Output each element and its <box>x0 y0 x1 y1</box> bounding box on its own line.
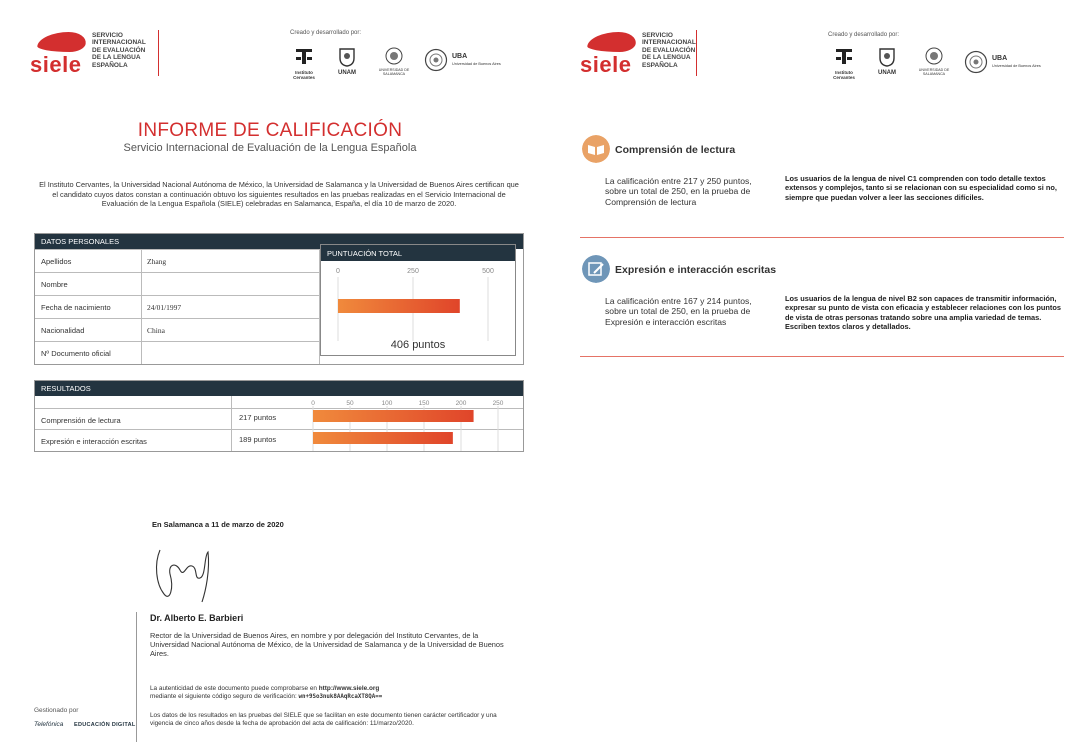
level-title: Expresión e interacción escritas <box>615 264 777 276</box>
uba-seal-icon <box>424 48 448 72</box>
total-score-bar <box>338 299 460 313</box>
created-by-label: Creado y desarrollado por: <box>290 30 362 36</box>
report-intro: El Instituto Cervantes, la Universidad Nacional Autónoma de México, la Universidad de Salamanca y la Universidad de Buenos Aires certifican que el candidato cuyos datos constan a continuación obtuvo los siguientes resultados en las pruebas realizadas en el Servicio Internacional de Evaluación de la Lengua Española (SIELE) celebradas en Salamanca, España, el día 10 de marzo de 2020. <box>39 180 519 209</box>
siele-swoosh-icon <box>36 32 88 52</box>
signature-divider <box>136 612 137 742</box>
salamanca-seal-icon <box>384 46 404 66</box>
unam-crest-icon <box>876 46 898 68</box>
levels-page <box>550 0 1080 753</box>
cervantes-logo-icon <box>833 46 855 68</box>
validity-note: Los datos de los resultados en las pruebas del SIELE que se facilitan en este documento tienen carácter certificador y una vigencia de cinco años desde la fecha de aprobación del acta de calificación: 11/marzo/2020. <box>150 712 497 727</box>
unam-crest-icon <box>336 46 358 68</box>
level-section-reading <box>580 135 1064 240</box>
tick-label: 100 <box>381 400 393 407</box>
total-score-header: PUNTUACIÓN TOTAL <box>321 245 515 261</box>
authenticity-note: La autenticidad de este documento puede comprobarse en http://www.siele.org mediante el siguiente código seguro de verificación: wn+9So3nuk8AAqRcaXT8QA== <box>150 685 383 700</box>
managed-by-label: Gestionado por <box>34 707 79 714</box>
telefonica-logo: Telefónica <box>34 721 64 728</box>
report-title: INFORME DE CALIFICACIÓN <box>137 120 403 141</box>
partner-unam: UNAM <box>332 46 362 76</box>
total-score-chart <box>321 261 515 351</box>
tick-label: 200 <box>455 400 467 407</box>
uba-seal-icon <box>964 50 988 74</box>
siele-logo <box>580 28 646 82</box>
writing-icon-bg <box>582 255 610 283</box>
level-description: Los usuarios de la lengua de nivel B2 son capaces de transmitir información, expresar su punto de vista con eficacia y establecer relaciones con los puntos de vista de otras personas tratando sobre una amplia variedad de temas. Escriben textos claros y detallados. <box>785 294 1062 332</box>
reading-icon <box>582 135 610 163</box>
partner-cervantes: Instituto Cervantes <box>827 46 861 80</box>
tick-label: 250 <box>492 400 504 407</box>
table-row: Nº Documento oficial <box>35 341 319 365</box>
siele-wordmark: siele <box>580 52 632 77</box>
writing-icon <box>582 255 610 283</box>
section-divider <box>580 356 1064 357</box>
partner-salamanca: UNIVERSIDAD DE SALAMANCA <box>372 46 416 76</box>
results-header: RESULTADOS <box>35 381 523 396</box>
siele-logo <box>30 28 96 82</box>
table-row: Fecha de nacimiento 24/01/1997 <box>35 295 319 319</box>
tick-label: 50 <box>346 400 354 407</box>
partner-cervantes: Instituto Cervantes <box>287 46 321 80</box>
result-bar <box>313 432 453 444</box>
results-table <box>34 380 524 452</box>
table-row: Apellidos Zhang <box>35 249 319 273</box>
place-date: En Salamanca a 11 de marzo de 2020 <box>152 520 284 529</box>
level-range: La calificación entre 217 y 250 puntos, sobre un total de 250, en la prueba de Comprensión de lectura <box>605 176 752 207</box>
table-row: Nombre <box>35 272 319 296</box>
siele-swoosh-icon <box>586 32 638 52</box>
cervantes-logo-icon <box>293 46 315 68</box>
education-digital-label: EDUCACIÓN DIGITAL <box>74 722 136 728</box>
verification-url[interactable]: http://www.siele.org <box>318 685 380 692</box>
tick-label: 150 <box>418 400 430 407</box>
created-by-label: Creado y desarrollado por: <box>828 32 900 38</box>
header-divider <box>158 30 159 76</box>
section-divider <box>580 237 1064 238</box>
siele-subline: SERVICIO INTERNACIONAL DE EVALUACIÓN DE LA LENGUA ESPAÑOLA <box>642 32 696 69</box>
table-row: Nacionalidad China <box>35 318 319 342</box>
tick-label: 250 <box>407 268 419 275</box>
tick-label: 0 <box>311 400 315 407</box>
report-subtitle: Servicio Internacional de Evaluación de la Lengua Española <box>123 142 417 154</box>
results-chart <box>303 396 523 451</box>
signature-image <box>150 544 220 606</box>
siele-subline: SERVICIO INTERNACIONAL DE EVALUACIÓN DE LA LENGUA ESPAÑOLA <box>92 32 146 69</box>
verification-code: wn+9So3nuk8AAqRcaXT8QA== <box>298 694 383 700</box>
level-section-writing <box>580 255 1064 360</box>
table-row: Comprensión de lectura 217 puntos <box>35 408 523 430</box>
salamanca-seal-icon <box>924 46 944 66</box>
siele-wordmark: siele <box>30 52 82 77</box>
header-divider <box>696 30 697 76</box>
reading-icon-bg <box>582 135 610 163</box>
total-score-panel <box>320 244 516 356</box>
result-bar <box>313 410 474 422</box>
total-score-value: 406 puntos <box>390 339 446 351</box>
partner-salamanca: UNIVERSIDAD DE SALAMANCA <box>912 46 956 76</box>
signer-name: Dr. Alberto E. Barbieri <box>150 613 244 623</box>
personal-data-header: DATOS PERSONALES <box>35 234 523 249</box>
header: siele SERVICIO INTERNACIONAL DE EVALUACIÓN DE LA LENGUA ESPAÑOLA Creado y desarrollado por: Instituto Cervantes UNAM UNIVERSIDAD DE SALAMANCA UBA Universidad de Buenos Aires <box>30 30 501 80</box>
signer-role: Rector de la Universidad de Buenos Aires, en nombre y por delegación del Instituto Cervantes, de la Universidad Nacional Autónoma de México, de la Universidad de Salamanca y de la Universidad de Buenos Aires. <box>150 631 504 658</box>
tick-label: 0 <box>336 268 340 275</box>
header: siele SERVICIO INTERNACIONAL DE EVALUACIÓN DE LA LENGUA ESPAÑOLA Creado y desarrollado por: Instituto Cervantes UNAM UNIVERSIDAD DE SALAMANCA UBA Universidad de Buenos Aires <box>550 26 1080 86</box>
level-description: Los usuarios de la lengua de nivel C1 comprenden con todo detalle textos extensos y complejos, tanto si se relacionan con su especialidad como si no, siempre que puedan volver a leer las secciones difíciles. <box>785 174 1057 202</box>
tick-label: 500 <box>482 268 494 275</box>
partner-unam: UNAM <box>872 46 902 76</box>
level-range: La calificación entre 167 y 214 puntos, sobre un total de 250, en la prueba de Expresión e interacción escritas <box>605 296 752 327</box>
level-title: Comprensión de lectura <box>615 144 736 156</box>
table-row: Expresión e interacción escritas 189 puntos <box>35 429 523 452</box>
